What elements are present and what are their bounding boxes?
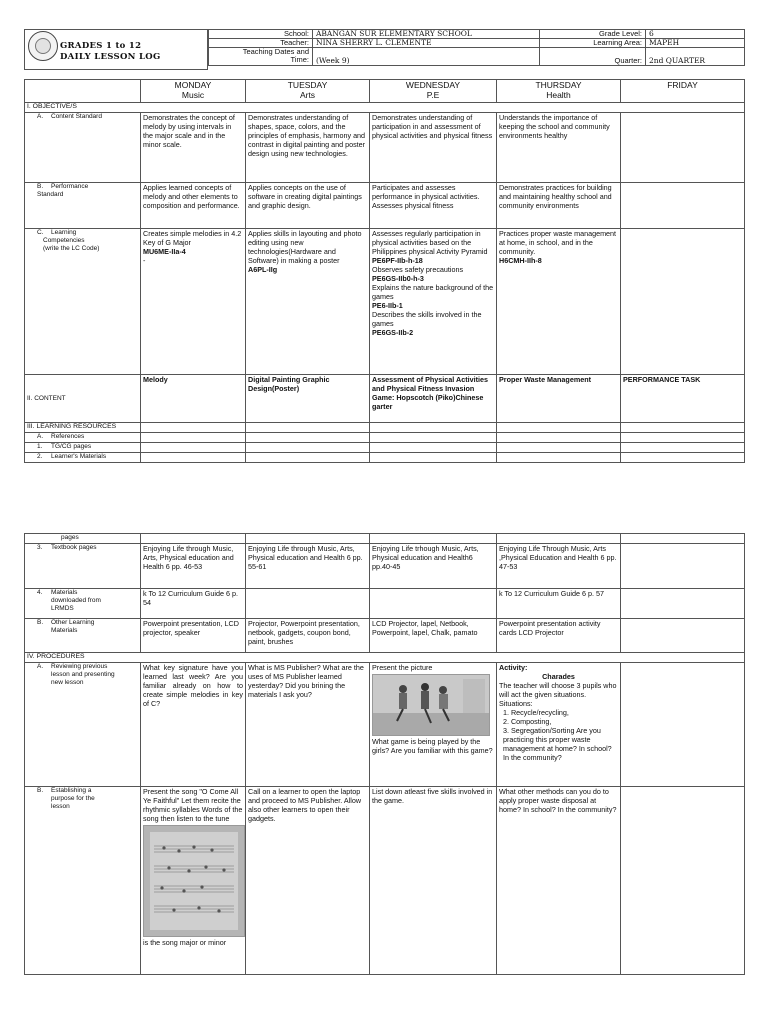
teacher-label: Teacher: [209, 39, 313, 48]
competency-text: Explains the nature background of the games [372, 283, 494, 301]
textbook-thursday: Enjoying Life Through Music, Arts ,Physical Education and Health 6 pp. 47-53 [497, 544, 621, 589]
row-label-purpose [25, 787, 141, 975]
song-sheet-picture [143, 825, 245, 937]
row-label: Learning [51, 229, 77, 236]
competency-code: A6PL-IIg [248, 265, 278, 274]
dates-label-line-1: Teaching Dates and [242, 47, 309, 56]
row-label: Materials downloaded from LRMDS [51, 589, 101, 612]
row-label-performance-standard [25, 183, 141, 229]
quarter-label: Quarter: [540, 48, 646, 66]
activity-text: The teacher will choose 3 pupils who will act the given situations. Situations: [499, 681, 617, 708]
other-materials-friday [621, 619, 745, 653]
dates-value: (Week 9) [313, 48, 540, 66]
row-label: Textbook pages [51, 544, 97, 551]
row-label-textbook [25, 544, 141, 589]
content-standard-wednesday: Demonstrates understanding of participation in and assessment of physical activities and physical fitness [370, 113, 497, 183]
competency-code: H6CMH-IIh-8 [499, 256, 542, 265]
activity-item: 2. Composting, [503, 717, 552, 726]
music-score-image [144, 826, 244, 936]
row-label: TG/CG pages [51, 443, 92, 450]
row-index: B. [37, 183, 44, 190]
day-header-friday [621, 80, 745, 103]
deped-seal-icon [28, 31, 58, 61]
activity-item: 3. Segregation/Sorting Are you practicing this proper waste management at home? In school? In the community? [503, 726, 612, 762]
reviewing-friday [621, 663, 745, 787]
day-name: MONDAY [174, 80, 212, 90]
content-standard-monday: Demonstrates the concept of melody by using intervals in the major scale and in the minor scale. [141, 113, 246, 183]
row-label-learners-materials [25, 453, 141, 463]
dates-label-line-2: Time: [290, 55, 309, 64]
competency-dash: - [143, 256, 146, 265]
downloaded-friday [621, 589, 745, 619]
textbook-monday: Enjoying Life through Music, Arts, Physical education and Health 6 pp. 46-53 [141, 544, 246, 589]
section-objectives: I. OBJECTIVE/S [25, 103, 745, 113]
day-subject: Music [181, 90, 205, 100]
competencies-thursday [497, 229, 621, 375]
grade-value: 6 [646, 30, 745, 39]
row-index: A. [37, 663, 44, 670]
row-label: Establishing a purpose for the lesson [51, 787, 95, 810]
downloaded-thursday: k To 12 Curriculum Guide 6 p. 57 [497, 589, 621, 619]
competencies-monday [141, 229, 246, 375]
textbook-wednesday: Enjoying Life trhough Music, Arts, Physical education and Health6 pp.40-45 [370, 544, 497, 589]
row-index: B. [37, 787, 44, 794]
row-index: A. [37, 113, 44, 120]
row-index: C. [37, 229, 44, 236]
row-index: B. [37, 619, 44, 626]
reviewing-tuesday: What is MS Publisher? What are the uses of MS Publisher learned yesterday? Did you brining the materials I ask you? [246, 663, 370, 787]
competency-text: Applies skills in layouting and photo editing using new technologies(Hardware and Software) in making a poster [248, 229, 362, 265]
day-name: TUESDAY [287, 80, 328, 90]
performance-standard-friday [621, 183, 745, 229]
girls-playing-image [373, 675, 489, 735]
competencies-friday [621, 229, 745, 375]
downloaded-monday: k To 12 Curriculum Guide 6 p. 54 [141, 589, 246, 619]
row-label-content: II. CONTENT [25, 375, 141, 423]
row-label: Learner's Materials [51, 453, 107, 460]
competency-code: MU6ME-IIa-4 [143, 247, 186, 256]
row-index: A. [37, 433, 44, 440]
performance-standard-wednesday: Participates and assesses performance in physical activities. Assesses physical fitness [370, 183, 497, 229]
performance-standard-thursday: Demonstrates practices for building and maintaining healthy school and community environments [497, 183, 621, 229]
purpose-monday [141, 787, 246, 975]
purpose-wednesday: List down atleast five skills involved in the game. [370, 787, 497, 975]
area-value: MAPEH [646, 39, 745, 48]
day-header-monday [141, 80, 246, 103]
content-thursday: Proper Waste Management [497, 375, 621, 423]
content-standard-friday [621, 113, 745, 183]
competency-text: Describes the skills involved in the games [372, 310, 482, 328]
competency-code: PE6-IIb-1 [372, 301, 403, 310]
row-label: Performance [51, 183, 89, 190]
day-name: THURSDAY [535, 80, 582, 90]
competency-text: Practices proper waste management at home, in school, and in the community. [499, 229, 617, 256]
row-label-cont: Standard [37, 191, 64, 198]
downloaded-wednesday [370, 589, 497, 619]
content-tuesday: Digital Painting Graphic Design(Poster) [246, 375, 370, 423]
content-wednesday: Assessment of Physical Activities and Physical Fitness Invasion Game: Hopscotch (Piko)Chinese garter [370, 375, 497, 423]
school-label: School: [209, 30, 313, 39]
textbook-tuesday: Enjoying Life through Music, Arts, Physical education and Health 6 pp. 55-61 [246, 544, 370, 589]
activity-subtitle: Charades [542, 672, 575, 681]
row-index: 2. [37, 453, 43, 460]
dates-label [209, 48, 313, 66]
row-label-content-standard [25, 113, 141, 183]
day-name: WEDNESDAY [405, 80, 461, 90]
reviewing-thursday [497, 663, 621, 787]
day-subject: Arts [299, 90, 316, 100]
row-label-cont: Competencies [43, 237, 85, 244]
competency-text: Assesses regularly participation in physical activities based on the Philippines physical Activity Pyramid [372, 229, 488, 256]
competency-code: PE6GS-IIb-2 [372, 328, 414, 337]
row-label: References [51, 433, 85, 440]
textbook-friday [621, 544, 745, 589]
purpose-text: Present the song "O Come All Ye Faithful" Let them recite the rhythmic syllables Words of the song then listen to the tune [143, 787, 243, 823]
row-index: 3. [37, 544, 43, 551]
corner-cell [25, 80, 141, 103]
competency-text: Creates simple melodies in 4.2 Key of G Major [143, 229, 242, 247]
section-procedures: IV. PROCEDURES [25, 653, 745, 663]
hopscotch-picture [372, 674, 490, 736]
document-title [60, 41, 161, 63]
day-name: FRIDAY [667, 80, 698, 90]
header-info-table [208, 29, 745, 66]
content-standard-thursday: Understands the importance of keeping the school and community environments healthy [497, 113, 621, 183]
competency-code: PE6GS-IIb0-h-3 [372, 274, 424, 283]
other-materials-thursday: Powerpoint presentation activity cards LCD Projector [497, 619, 621, 653]
day-subject: Health [546, 90, 571, 100]
content-friday: PERFORMANCE TASK [621, 375, 745, 423]
row-label: Other Learning Materials [51, 619, 95, 634]
competencies-wednesday [370, 229, 497, 375]
content-standard-tuesday: Demonstrates understanding of shapes, space, colors, and the principles of emphasis, harmony and contrast in digital painting and poster design using new technologies. [246, 113, 370, 183]
row-label-downloaded [25, 589, 141, 619]
grade-label: Grade Level: [540, 30, 646, 39]
area-label: Learning Area: [540, 39, 646, 48]
quarter-value: 2nd QUARTER [646, 48, 745, 66]
lesson-log-table-page-2 [24, 533, 745, 975]
other-materials-monday: Powerpoint presentation, LCD projector, speaker [141, 619, 246, 653]
school-value: ABANGAN SUR ELEMENTARY SCHOOL [313, 30, 540, 39]
row-label-lm-pages-cont: pages [25, 534, 141, 544]
activity-item: 1. Recycle/recycling, [503, 708, 569, 717]
row-index: 4. [37, 589, 43, 596]
day-header-tuesday [246, 80, 370, 103]
reviewing-text: What game is being played by the girls? Are you familiar with this game? [372, 737, 493, 755]
other-materials-tuesday: Projector, Powerpoint presentation, netbook, gadgets, coupon bond, paint, brushes [246, 619, 370, 653]
performance-standard-tuesday: Applies concepts on the use of software in creating digital paintings and graphic design. [246, 183, 370, 229]
other-materials-wednesday: LCD Projector, lapel, Netbook, Powerpoint, lapel, Chalk, pamato [370, 619, 497, 653]
purpose-tuesday: Call on a learner to open the laptop and proceed to MS Publisher. Allow also other learners to open their gadgets. [246, 787, 370, 975]
row-label-tg-pages [25, 443, 141, 453]
purpose-thursday: What other methods can you do to apply proper waste disposal at home? In school? In the community? [497, 787, 621, 975]
teacher-value: NINA SHERRY L. CLEMENTE [313, 39, 540, 48]
activity-title: Activity: [499, 663, 528, 672]
row-label-note: (write the LC Code) [43, 245, 100, 252]
row-label: Reviewing previous lesson and presenting new lesson [51, 663, 115, 686]
purpose-friday [621, 787, 745, 975]
reviewing-wednesday [370, 663, 497, 787]
section-learning-resources: III. LEARNING RESOURCES [25, 423, 141, 433]
lesson-log-table-page-1 [24, 79, 745, 463]
content-monday: Melody [141, 375, 246, 423]
row-label-reviewing [25, 663, 141, 787]
row-index: 1. [37, 443, 43, 450]
reviewing-monday: What key signature have you learned last week? Are you familiar already on how to create simple melodies in key of C? [141, 663, 246, 787]
competencies-tuesday [246, 229, 370, 375]
row-label: Content Standard [51, 113, 102, 120]
day-subject: P.E [426, 90, 440, 100]
title-line-2: DAILY LESSON LOG [60, 52, 161, 62]
reviewing-text: Present the picture [372, 663, 433, 672]
competency-code: PE6PF-IIb-h-18 [372, 256, 423, 265]
row-label-other-materials [25, 619, 141, 653]
purpose-text: is the song major or minor [143, 938, 227, 947]
competency-text: Observes safety precautions [372, 265, 464, 274]
row-label-references [25, 433, 141, 443]
performance-standard-monday: Applies learned concepts of melody and other elements to composition and performance. [141, 183, 246, 229]
downloaded-tuesday [246, 589, 370, 619]
row-label-competencies [25, 229, 141, 375]
day-header-wednesday [370, 80, 497, 103]
title-line-1: GRADES 1 to 12 [60, 41, 142, 51]
day-header-thursday [497, 80, 621, 103]
